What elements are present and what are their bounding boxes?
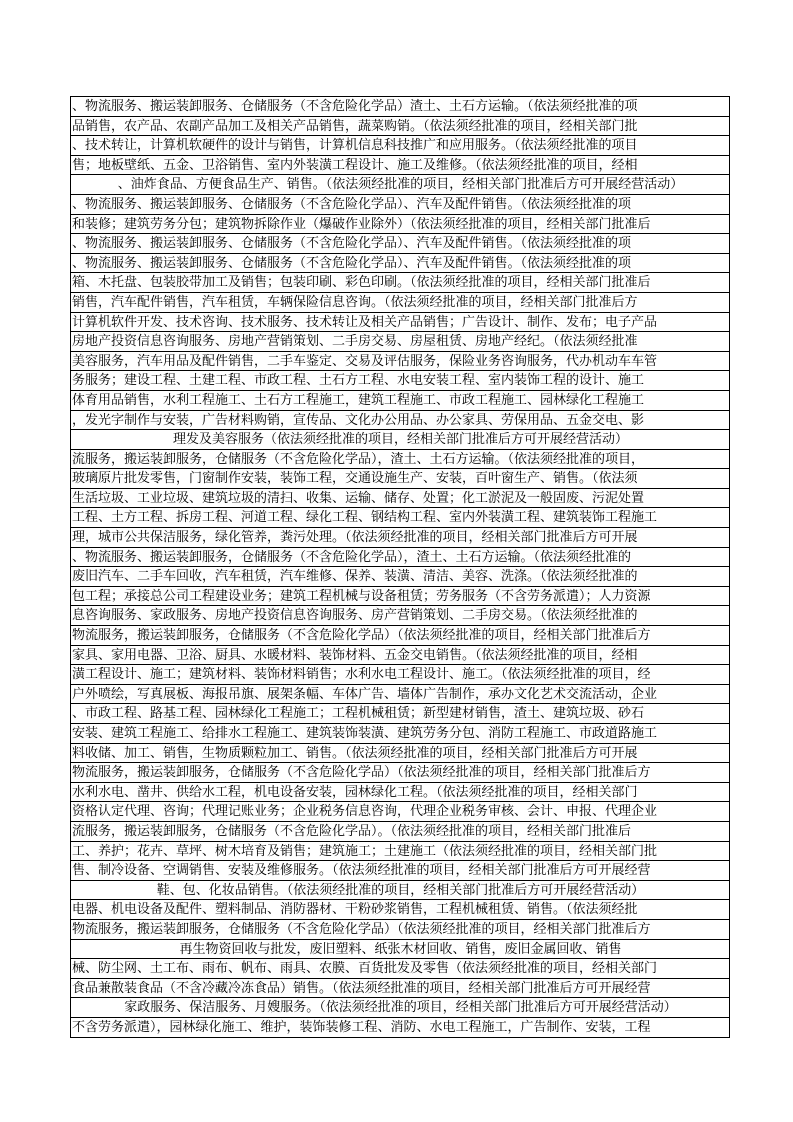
table-row: 家具、家用电器、卫浴、厨具、水暖材料、装饰材料、五金交电销售。（依法须经批准的项目，经相	[71, 646, 729, 666]
table-row: 息咨询服务、家政服务、房地产投资信息咨询服务、房产营销策划、二手房交易。（依法须经批准的	[71, 606, 729, 626]
table-row: 物流服务，搬运装卸服务，仓储服务（不含危险化学品）（依法须经批准的项目，经相关部门批准后方	[71, 626, 729, 646]
table-row: 房地产投资信息咨询服务、房地产营销策划、二手房交易、房屋租赁、房地产经纪。（依法须经批准	[71, 332, 729, 352]
table-row: 玻璃原片批发零售，门窗制作安装，装饰工程，交通设施生产、安装，百叶窗生产、销售。（依法须	[71, 469, 729, 489]
table-row: 流服务，搬运装卸服务，仓储服务（不含危险化学品）。（依法须经批准的项目，经相关部门批准后	[71, 822, 729, 842]
table-row: 和装修；建筑劳务分包；建筑物拆除作业（爆破作业除外）（依法须经批准的项目，经相关部门批准后	[71, 215, 729, 235]
table-row: 物流服务，搬运装卸服务，仓储服务（不含危险化学品）（依法须经批准的项目，经相关部门批准后方	[71, 920, 729, 940]
table-row: 电器、机电设备及配件、塑料制品、消防器材、干粉砂浆销售，工程机械租赁、销售。（依法须经批	[71, 900, 729, 920]
table-row: 物流服务，搬运装卸服务，仓储服务（不含危险化学品）（依法须经批准的项目，经相关部门批准后方	[71, 763, 729, 783]
table-row: 计算机软件开发、技术咨询、技术服务、技术转让及相关产品销售；广告设计、制作、发布；电子产品	[71, 313, 729, 333]
table-row: 、物流服务、搬运装卸服务、仓储服务（不含危险化学品）渣土、土石方运输。（依法须经批准的项	[71, 97, 729, 117]
table-row: 潢工程设计、施工；建筑材料、装饰材料销售；水利水电工程设计、施工。（依法须经批准的项目，经	[71, 665, 729, 685]
table-row: 、物流服务、搬运装卸服务，仓储服务（不含危险化学品），渣土、土石方运输。（依法须经批准的	[71, 548, 729, 568]
table-row: 械、防尘网、土工布、雨布、帆布、雨具、农膜、百货批发及零售（依法须经批准的项目，经相关部门	[71, 959, 729, 979]
table-row: 、物流服务、搬运装卸服务、仓储服务（不含危险化学品）、汽车及配件销售。（依法须经批准的项	[71, 234, 729, 254]
table-row: 安装、建筑工程施工、给排水工程施工、建筑装饰装潢、建筑劳务分包、消防工程施工、市政道路施工	[71, 724, 729, 744]
table-row: 品销售，农产品、农副产品加工及相关产品销售，蔬菜购销。（依法须经批准的项目，经相关部门批	[71, 117, 729, 137]
table-row: 家政服务、保洁服务、月嫂服务。（依法须经批准的项目，经相关部门批准后方可开展经营活动）	[71, 998, 729, 1018]
data-table	[70, 96, 730, 1038]
table-row: 鞋、包、化妆品销售。（依法须经批准的项目，经相关部门批准后方可开展经营活动）	[71, 881, 729, 901]
table-row: 美容服务，汽车用品及配件销售，二手车鉴定、交易及评估服务，保险业务咨询服务，代办机动车车管	[71, 352, 729, 372]
table-row: 、市政工程、路基工程、园林绿化工程施工；工程机械租赁；新型建材销售，渣土、建筑垃圾、砂石	[71, 704, 729, 724]
table-row: 销售，汽车配件销售，汽车租赁，车辆保险信息咨询。（依法须经批准的项目，经相关部门批准后方	[71, 293, 729, 313]
table-row: 、物流服务、搬运装卸服务、仓储服务（不含危险化学品）、汽车及配件销售。（依法须经批准的项	[71, 195, 729, 215]
table-row: 务服务；建设工程、土建工程、市政工程、土石方工程、水电安装工程、室内装饰工程的设计、施工	[71, 371, 729, 391]
table-row: 资格认定代理、咨询；代理记账业务；企业税务信息咨询，代理企业税务审核、会计、申报、代理企业	[71, 802, 729, 822]
table-row: 水利水电、凿井、供给水工程，机电设备安装，园林绿化工程。（依法须经批准的项目，经相关部门	[71, 783, 729, 803]
table-row: 流服务，搬运装卸服务，仓储服务（不含危险化学品），渣土、土石方运输。（依法须经批准的项目，	[71, 450, 729, 470]
table-row: 户外喷绘，写真展板、海报吊旗、展架条幅、车体广告、墙体广告制作，承办文化艺术交流活动，企业	[71, 685, 729, 705]
table-row: ，发光字制作与安装，广告材料购销，宣传品、文化办公用品、办公家具、劳保用品、五金交电、影	[71, 411, 729, 431]
table-row: 理发及美容服务（依法须经批准的项目，经相关部门批准后方可开展经营活动）	[71, 430, 729, 450]
table-row: 废旧汽车、二手车回收，汽车租赁，汽车维修、保养、装潢、清洁、美容、洗涤。（依法须经批准的	[71, 567, 729, 587]
table-row: 工、养护；花卉、草坪、树木培育及销售；建筑施工；土建施工（依法须经批准的项目，经相关部门批	[71, 842, 729, 862]
table-row: 生活垃圾、工业垃圾、建筑垃圾的清扫、收集、运输、储存、处置；化工淤泥及一般固废、污泥处置	[71, 489, 729, 509]
table-row: 箱、木托盘、包装胶带加工及销售；包装印刷、彩色印刷。（依法须经批准的项目，经相关部门批准后	[71, 273, 729, 293]
table-row: 料收储、加工、销售，生物质颗粒加工、销售。（依法须经批准的项目，经相关部门批准后方可开展	[71, 744, 729, 764]
table-row: 售、制冷设备、空调销售、安装及维修服务。（依法须经批准的项目，经相关部门批准后方可开展经营	[71, 861, 729, 881]
table-row: 不含劳务派遣），园林绿化施工、维护，装饰装修工程、消防、水电工程施工，广告制作、安装，工程	[71, 1018, 729, 1038]
table-row: 、油炸食品、方便食品生产、销售。（依法须经批准的项目，经相关部门批准后方可开展经营活动）	[71, 175, 729, 195]
table-row: 售；地板壁纸、五金、卫浴销售、室内外装潢工程设计、施工及维修。（依法须经批准的项目，经相	[71, 156, 729, 176]
table-row: 、物流服务、搬运装卸服务、仓储服务（不含危险化学品）、汽车及配件销售。（依法须经批准的项	[71, 254, 729, 274]
table-row: 包工程；承接总公司工程建设业务；建筑工程机械与设备租赁；劳务服务（不含劳务派遣）；人力资源	[71, 587, 729, 607]
table-row: 再生物资回收与批发，废旧塑料、纸张木材回收、销售，废旧金属回收、销售	[71, 940, 729, 960]
table-row: 体育用品销售，水利工程施工、土石方工程施工，建筑工程施工、市政工程施工、园林绿化工程施工	[71, 391, 729, 411]
table-row: 、技术转让，计算机软硬件的设计与销售，计算机信息科技推广和应用服务。（依法须经批准的项目	[71, 136, 729, 156]
table-row: 工程、土方工程、拆房工程、河道工程、绿化工程、钢结构工程、室内外装潢工程、建筑装饰工程施工	[71, 508, 729, 528]
table-row: 食品兼散装食品（不含冷藏冷冻食品）销售。（依法须经批准的项目，经相关部门批准后方可开展经营	[71, 979, 729, 999]
table-row: 理，城市公共保洁服务，绿化管养，粪污处理。（依法须经批准的项目，经相关部门批准后方可开展	[71, 528, 729, 548]
